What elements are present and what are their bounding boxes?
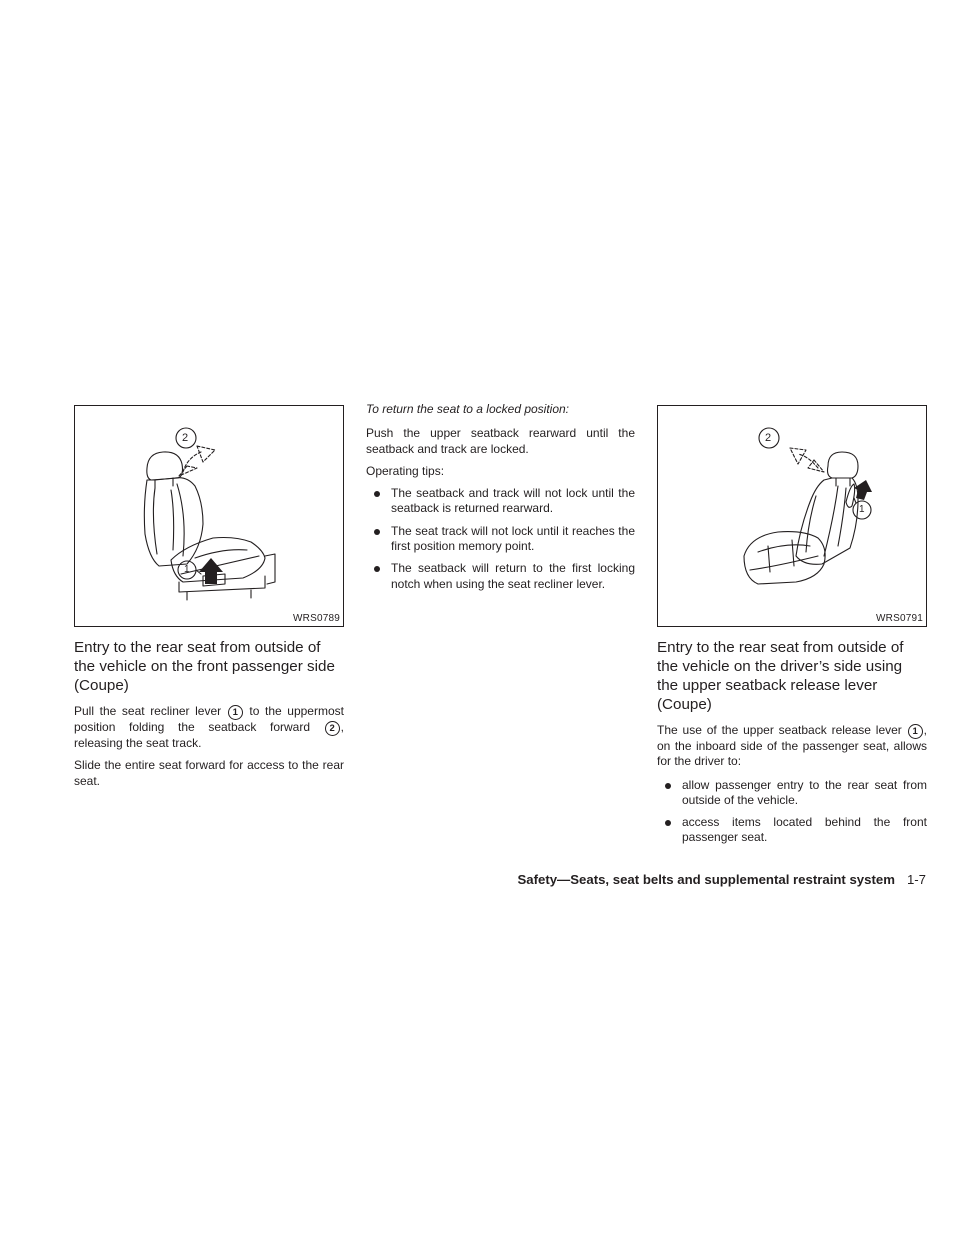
bullet-icon bbox=[374, 529, 380, 535]
right-column bbox=[657, 405, 927, 853]
bullet-icon bbox=[665, 820, 671, 826]
list-item bbox=[366, 486, 635, 517]
left-column bbox=[74, 405, 344, 796]
text: Pull the seat recliner lever bbox=[74, 704, 222, 718]
bullet-icon bbox=[665, 783, 671, 789]
bullet-icon bbox=[374, 566, 380, 572]
uses-list bbox=[657, 778, 927, 846]
callout-marker-1: 1 bbox=[228, 705, 243, 720]
figure-code: WRS0791 bbox=[876, 613, 923, 624]
text: to the uppermost position folding the seatback forward bbox=[74, 704, 344, 734]
section-heading: Entry to the rear seat from outside of the vehicle on the driver’s side using the upper seatback release lever (Coupe) bbox=[657, 639, 904, 713]
list-item bbox=[657, 815, 927, 846]
paragraph: Slide the entire seat forward for access to the rear seat. bbox=[74, 758, 344, 788]
text: , releasing the seat track. bbox=[74, 720, 344, 750]
middle-column bbox=[366, 402, 635, 599]
figure-label-1: 1 bbox=[859, 504, 865, 515]
bullet-icon bbox=[374, 491, 380, 497]
text: access items located behind the front passenger seat. bbox=[682, 815, 927, 845]
figure-code: WRS0789 bbox=[293, 613, 340, 624]
seat-recliner-figure bbox=[74, 405, 344, 627]
text: allow passenger entry to the rear seat from outside of the vehicle. bbox=[682, 777, 927, 807]
seatback-release-figure bbox=[657, 405, 927, 627]
page-number: 1-7 bbox=[906, 872, 926, 887]
seat-illustration-right bbox=[658, 406, 926, 626]
seat-illustration-left bbox=[75, 406, 343, 626]
text: The seat track will not lock until it reaches the first position memory point. bbox=[391, 523, 635, 554]
text: The seatback will return to the first locking notch when using the seat recliner lever. bbox=[391, 561, 635, 591]
tips-label: Operating tips: bbox=[366, 463, 445, 478]
section-heading: Entry to the rear seat from outside of the vehicle on the front passenger side (Coupe) bbox=[74, 639, 335, 694]
subheading: To return the seat to a locked position: bbox=[366, 402, 570, 416]
figure-label-2: 2 bbox=[182, 432, 189, 444]
list-item bbox=[657, 778, 927, 809]
paragraph bbox=[657, 723, 927, 770]
text: The seatback and track will not lock until the seatback is returned rearward. bbox=[391, 486, 635, 516]
figure-label-1: 1 bbox=[184, 564, 190, 575]
text: The use of the upper seatback release lever bbox=[657, 723, 902, 737]
footer-section-title: Safety—Seats, seat belts and supplemental restraint system bbox=[517, 872, 895, 887]
list-item bbox=[366, 561, 635, 592]
text: , on the inboard side of the passenger seat, allows for the driver to: bbox=[657, 723, 927, 769]
tips-list bbox=[366, 486, 635, 592]
callout-marker-2: 2 bbox=[325, 721, 340, 736]
callout-marker-1: 1 bbox=[908, 724, 923, 739]
paragraph: Push the upper seatback rearward until the seatback and track are locked. bbox=[366, 426, 635, 456]
paragraph bbox=[74, 704, 344, 751]
figure-label-2: 2 bbox=[765, 432, 772, 444]
list-item bbox=[366, 524, 635, 555]
page-footer bbox=[517, 872, 926, 887]
